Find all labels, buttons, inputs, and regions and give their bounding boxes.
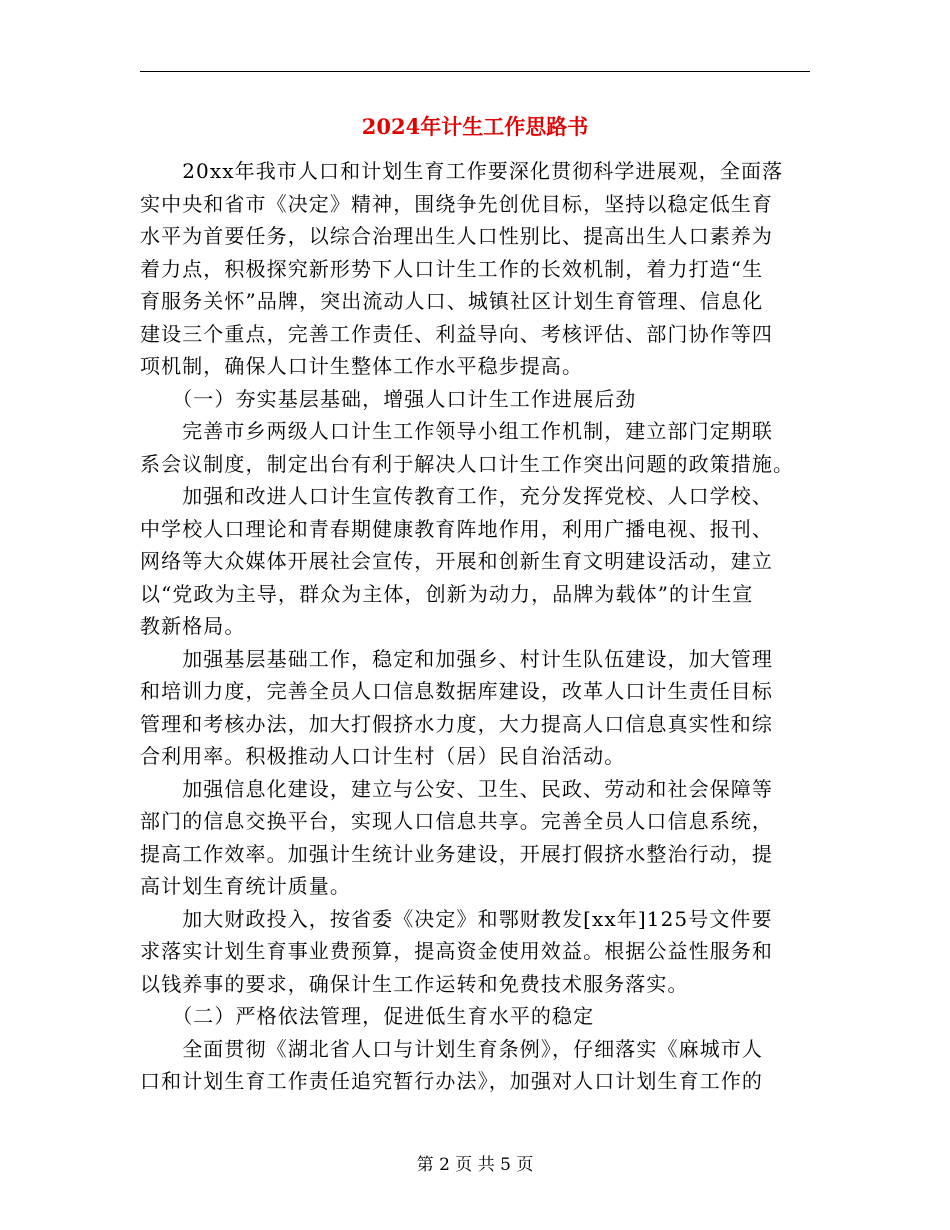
text-line: 口和计划生育工作责任追究暂行办法》，加强对人口计划生育工作的 bbox=[140, 1069, 763, 1093]
text-line: 教新格局。 bbox=[140, 614, 246, 638]
document-title: 2024年计生工作思路书 bbox=[361, 114, 589, 139]
text-line: 建设三个重点，完善工作责任、利益导向、考核评估、部门协作等四 bbox=[140, 321, 773, 346]
header-rule bbox=[140, 71, 810, 72]
text-line: 以“党政为主导，群众为主体，创新为动力，品牌为载体”的计生宣 bbox=[140, 581, 754, 606]
text-line: 管理和考核办法，加大打假挤水力度，大力提高人口信息真实性和综 bbox=[140, 711, 773, 736]
text-line: 着力点，积极探究新形势下人口计生工作的长效机制，着力打造“生 bbox=[140, 256, 764, 281]
document-body bbox=[140, 155, 810, 1098]
text-line: 系会议制度，制定出台有利于解决人口计生工作突出问题的政策措施。 bbox=[140, 451, 795, 476]
text-line: 加强和改进人口计生宣传教育工作，充分发挥党校、人口学校、 bbox=[140, 484, 773, 508]
text-line: 育服务关怀”品牌，突出流动人口、城镇社区计划生育管理、信息化 bbox=[140, 289, 764, 313]
page-number-footer: 第 2 页 共 5 页 bbox=[416, 1155, 534, 1175]
text-line: 水平为首要任务，以综合治理出生人口性别比、提高出生人口素养为 bbox=[140, 224, 773, 248]
text-line: （一）夯实基层基础，增强人口计生工作进展后劲 bbox=[140, 386, 637, 411]
text-line: 求落实计划生育事业费预算，提高资金使用效益。根据公益性服务和 bbox=[140, 939, 773, 963]
text-line: 中学校人口理论和青春期健康教育阵地作用，利用广播电视、报刊、 bbox=[140, 516, 773, 541]
text-line: 以钱养事的要求，确保计生工作运转和免费技术服务落实。 bbox=[140, 971, 689, 996]
text-line: 加强基层基础工作，稳定和加强乡、村计生队伍建设，加大管理 bbox=[140, 646, 773, 671]
text-line: 实中央和省市《决定》精神，围绕争先创优目标，坚持以稳定低生育 bbox=[140, 191, 773, 216]
text-line: （二）严格依法管理，促进低生育水平的稳定 bbox=[140, 1004, 595, 1028]
text-line: 项机制，确保人口计生整体工作水平稳步提高。 bbox=[140, 354, 584, 378]
text-line: 全面贯彻《湖北省人口与计划生育条例》，仔细落实《麻城市人 bbox=[140, 1036, 763, 1061]
text-line: 20xx年我市人口和计划生育工作要深化贯彻科学进展观，全面落 bbox=[140, 159, 784, 183]
text-line: 和培训力度，完善全员人口信息数据库建设，改革人口计生责任目标 bbox=[140, 679, 773, 703]
text-line: 加强信息化建设，建立与公安、卫生、民政、劳动和社会保障等 bbox=[140, 776, 773, 801]
text-line: 提高工作效率。加强计生统计业务建设，开展打假挤水整治行动，提 bbox=[140, 841, 773, 866]
text-line: 部门的信息交换平台，实现人口信息共享。完善全员人口信息系统， bbox=[140, 809, 773, 833]
text-line: 完善市乡两级人口计生工作领导小组工作机制，建立部门定期联 bbox=[140, 419, 773, 443]
text-line: 网络等大众媒体开展社会宣传，开展和创新生育文明建设活动，建立 bbox=[140, 549, 773, 573]
text-line: 加大财政投入，按省委《决定》和鄂财教发[xx年]125号文件要 bbox=[140, 906, 773, 931]
text-line: 合利用率。积极推动人口计生村（居）民自治活动。 bbox=[140, 744, 626, 768]
text-line: 高计划生育统计质量。 bbox=[140, 874, 351, 898]
